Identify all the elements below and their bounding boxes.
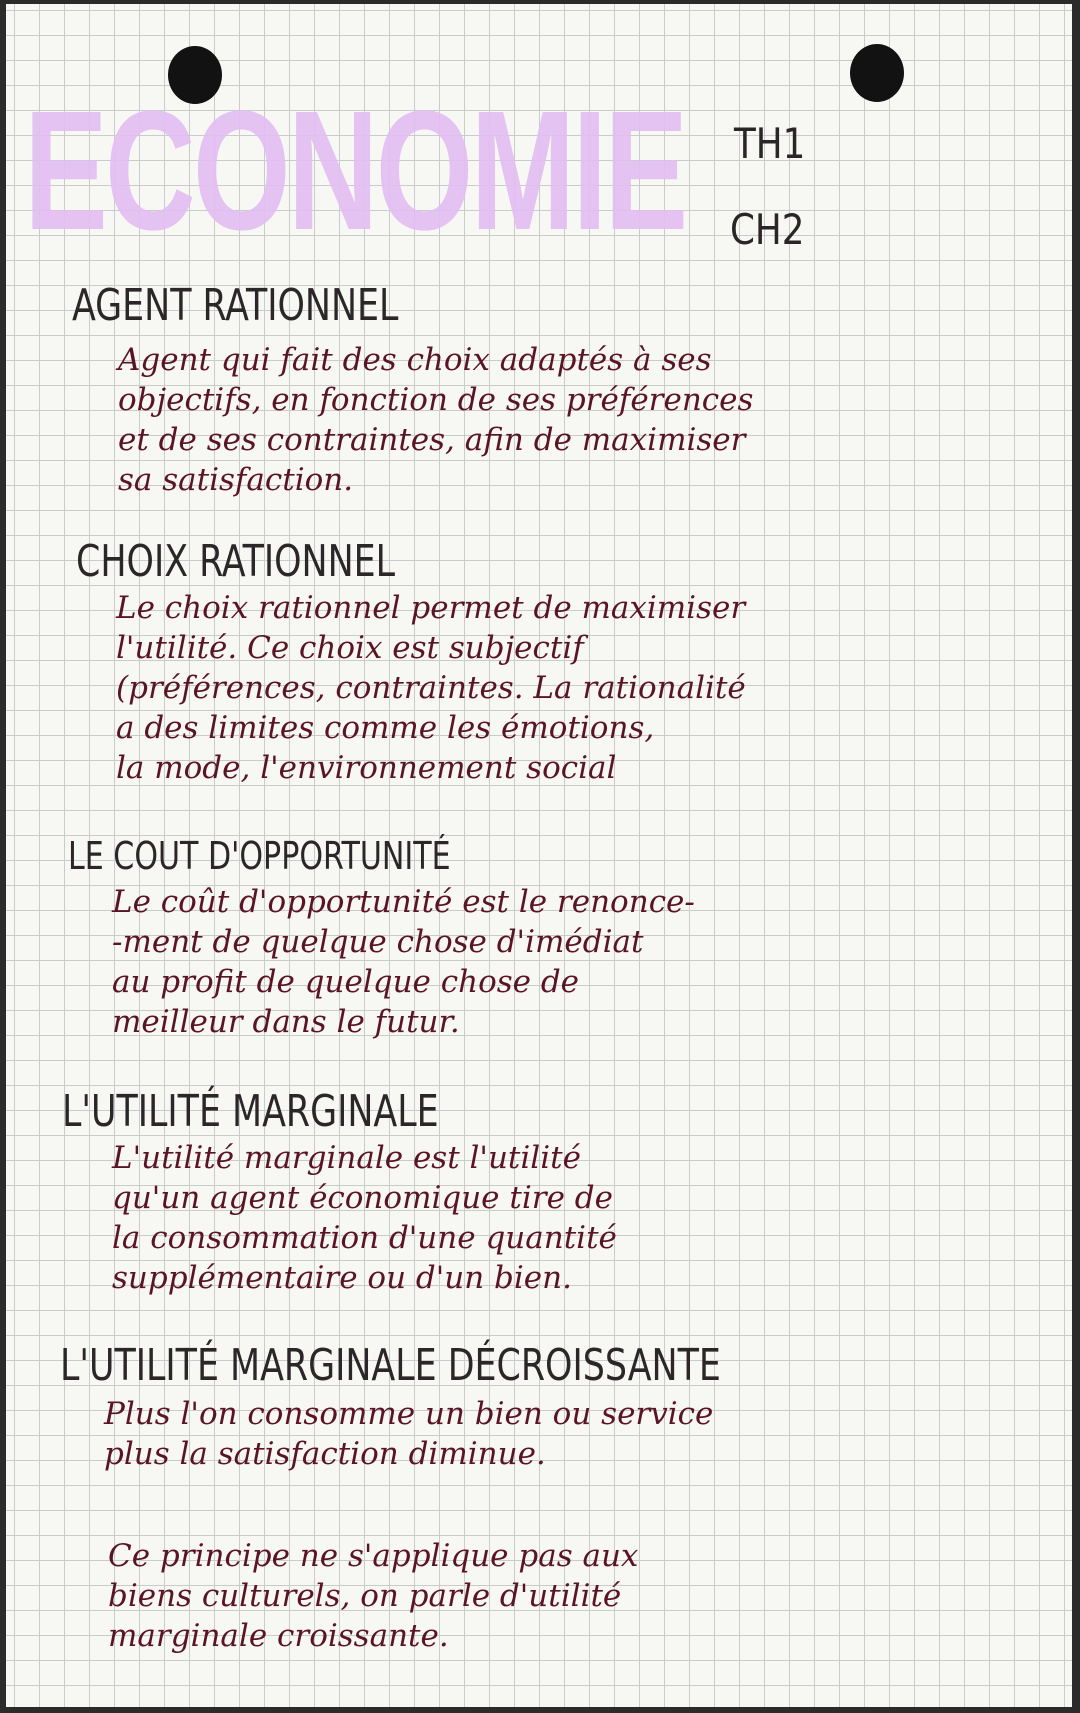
text-line: a des limites comme les émotions, xyxy=(116,710,655,746)
text-line: Ce principe ne s'applique pas aux xyxy=(108,1538,639,1574)
section-note-utilite-croissante xyxy=(108,1536,638,1656)
theme-label: TH1 xyxy=(734,119,806,168)
text-line: et de ses contraintes, afin de maximiser xyxy=(118,422,746,458)
punch-hole-right xyxy=(850,44,904,102)
text-line: plus la satisfaction diminue. xyxy=(104,1436,546,1472)
text-line: meilleur dans le futur. xyxy=(112,1004,460,1040)
section-body-utilite-marginale-decroissante xyxy=(104,1394,713,1474)
text-line: Plus l'on consomme un bien ou service xyxy=(104,1396,714,1432)
text-line: marginale croissante. xyxy=(108,1618,449,1654)
text-line: -ment de quelque chose d'imédiat xyxy=(112,924,644,960)
section-body-cout-opportunite xyxy=(112,882,695,1042)
section-body-utilite-marginale xyxy=(112,1138,617,1298)
section-heading-cout-opportunite: LE COUT D'OPPORTUNITÉ xyxy=(68,834,451,878)
text-line: L'utilité marginale est l'utilité xyxy=(112,1140,581,1176)
text-line: la mode, l'environnement social xyxy=(116,750,617,786)
text-line: au profit de quelque chose de xyxy=(112,964,580,1000)
section-heading-agent-rationnel: AGENT RATIONNEL xyxy=(72,280,399,331)
text-line: Le choix rationnel permet de maximiser xyxy=(116,590,746,626)
text-line: (préférences, contraintes. La rationalité xyxy=(116,670,746,706)
notebook-page xyxy=(6,4,1072,1707)
section-heading-utilite-marginale: L'UTILITÉ MARGINALE xyxy=(62,1086,439,1137)
section-body-agent-rationnel xyxy=(118,340,753,500)
section-body-choix-rationnel xyxy=(116,588,746,788)
section-heading-choix-rationnel: CHOIX RATIONNEL xyxy=(76,536,396,587)
text-line: sa satisfaction. xyxy=(118,462,354,498)
text-line: l'utilité. Ce choix est subjectif xyxy=(116,630,584,666)
text-line: supplémentaire ou d'un bien. xyxy=(112,1260,572,1296)
text-line: la consommation d'une quantité xyxy=(112,1220,617,1256)
page-title: ECONOMIE xyxy=(24,76,686,266)
text-line: qu'un agent économique tire de xyxy=(112,1180,613,1216)
text-line: biens culturels, on parle d'utilité xyxy=(108,1578,622,1614)
text-line: objectifs, en fonction de ses préférences xyxy=(118,382,754,418)
text-line: Agent qui fait des choix adaptés à ses xyxy=(118,342,712,378)
section-heading-utilite-marginale-decroissante: L'UTILITÉ MARGINALE DÉCROISSANTE xyxy=(60,1340,721,1391)
chapter-label: CH2 xyxy=(730,205,805,254)
text-line: Le coût d'opportunité est le renonce- xyxy=(112,884,695,920)
